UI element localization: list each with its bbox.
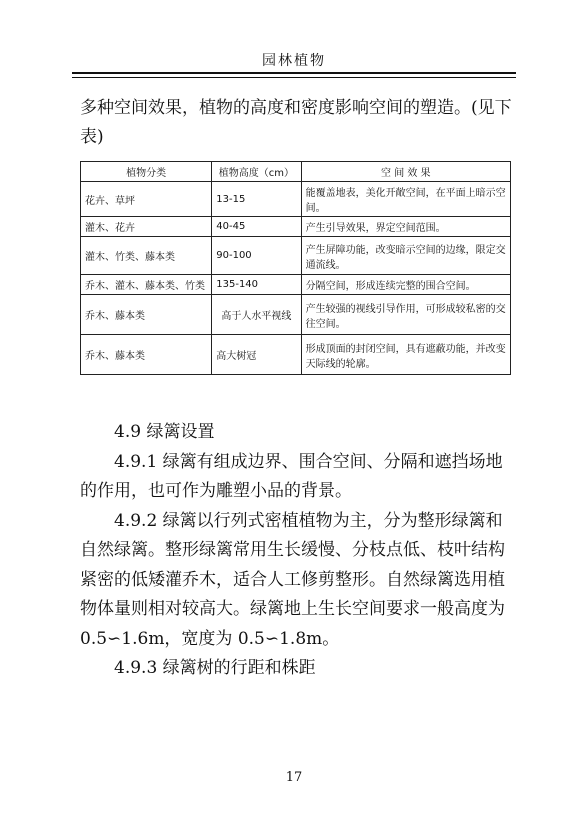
cell-plant-height: 13-15 [212, 182, 301, 217]
cell-plant-type: 乔木、藤本类 [81, 295, 212, 335]
cell-plant-height: 高于人水平视线 [212, 295, 301, 335]
paragraph-4-9-2: 4.9.2 绿篱以行列式密植植物为主，分为整形绿篱和自然绿篱。整形绿篱常用生长缓慢、分枝点低、枝叶结构紧密的低矮灌乔木，适合人工修剪整形。自然绿篱选用植物体量则相对较高大。绿篱地上生长空间要求一般高度为 0.5∽1.6m，宽度为 0.5∽1.8m。 [80, 510, 505, 649]
table-row [81, 217, 511, 237]
cell-plant-type: 灌木、花卉 [81, 217, 212, 237]
table-row [81, 295, 511, 335]
cell-plant-height: 90-100 [212, 237, 301, 275]
cell-space-effect: 产生较强的视线引导作用，可形成较私密的交往空间。 [301, 295, 510, 335]
section-heading-4-9-3: 4.9.3 绿篱树的行距和株距 [114, 658, 316, 678]
table-header-row [81, 162, 511, 182]
cell-space-effect: 产生屏障功能，改变暗示空间的边缘，限定交通流线。 [301, 237, 510, 275]
cell-plant-type: 花卉、草坪 [81, 182, 212, 217]
cell-plant-height: 高大树冠 [212, 335, 301, 375]
cell-space-effect: 形成顶面的封闭空间，具有遮蔽功能，并改变天际线的轮廓。 [301, 335, 510, 375]
header-plant-height: 植物高度（cm） [212, 162, 301, 182]
cell-plant-height: 40-45 [212, 217, 301, 237]
table-row [81, 237, 511, 275]
header-plant-type: 植物分类 [81, 162, 212, 182]
cell-plant-type: 乔木、灌木、藤本类、竹类 [81, 275, 212, 295]
intro-paragraph: 多种空间效果，植物的高度和密度影响空间的塑造。(见下表) [80, 98, 512, 147]
cell-plant-type: 乔木、藤本类 [81, 335, 212, 375]
cell-space-effect: 产生引导效果，界定空间范围。 [301, 217, 510, 237]
section-heading-4-9: 4.9 绿篱设置 [114, 422, 215, 442]
plant-space-table [80, 161, 511, 375]
header-rule-thin [72, 77, 516, 78]
cell-space-effect: 分隔空间，形成连续完整的围合空间。 [301, 275, 510, 295]
body-text [80, 418, 517, 684]
page-number: 17 [285, 770, 303, 785]
table-row [81, 275, 511, 295]
header-space-effect: 空 间 效 果 [301, 162, 510, 182]
table-row [81, 335, 511, 375]
table-row [81, 182, 511, 217]
cell-plant-height: 135-140 [212, 275, 301, 295]
cell-plant-type: 灌木、竹类、藤本类 [81, 237, 212, 275]
paragraph-4-9-1: 4.9.1 绿篱有组成边界、围合空间、分隔和遮挡场地的作用，也可作为雕塑小品的背景。 [80, 451, 503, 501]
header-rule-thick [72, 72, 516, 74]
cell-space-effect: 能覆盖地表，美化开敞空间，在平面上暗示空间。 [301, 182, 510, 217]
running-header: 园林植物 [262, 53, 326, 69]
